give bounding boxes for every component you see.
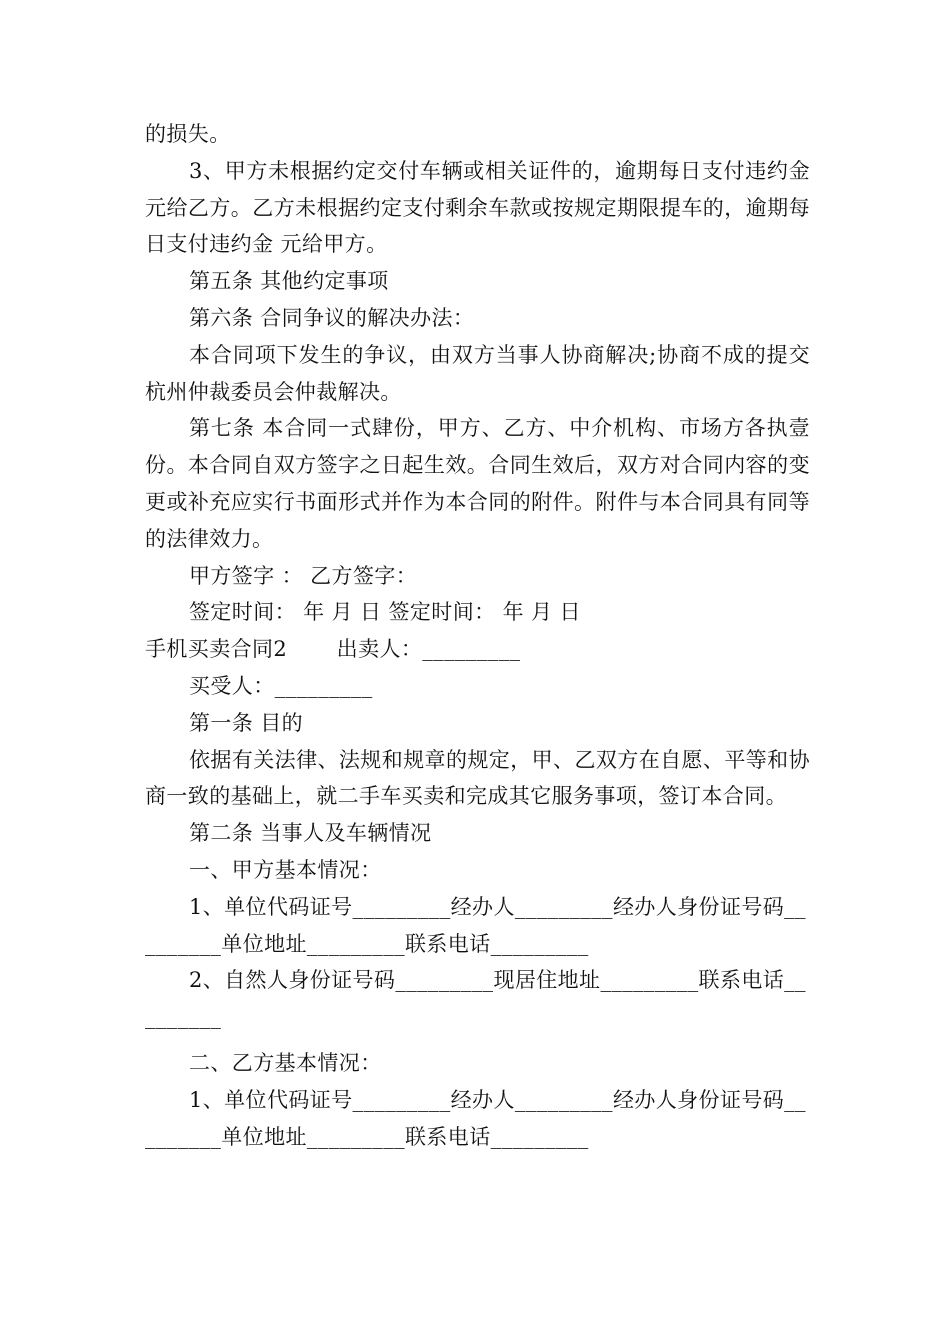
paragraph-article-7: 第七条 本合同一式肆份，甲方、乙方、中介机构、市场方各执壹份。本合同自双方签字之日起生效。合同生效后，双方对合同内容的变更或补充应实行书面形式并作为本合同的附件。附件与本合同具有同等的法律效力。 xyxy=(145,416,810,551)
party-a-heading: 一、甲方基本情况： xyxy=(189,857,382,882)
paragraph-purpose: 依据有关法律、法规和规章的规定，甲、乙双方在自愿、平等和协商一致的基础上，就二手车买卖和完成其它服务事项，签订本合同。 xyxy=(145,747,810,809)
heading-article-1: 第一条 目的 xyxy=(189,710,304,735)
contract-2-title-seller: 手机买卖合同2 出卖人：_________ xyxy=(145,637,521,662)
paragraph-dispute-resolution: 本合同项下发生的争议，由双方当事人协商解决;协商不成的提交杭州仲裁委员会仲裁解决。 xyxy=(145,342,810,404)
contract-body xyxy=(145,116,818,1155)
signature-line: 甲方签字 ： 乙方签字： xyxy=(189,563,418,588)
party-a-organization-fields: 1、单位代码证号_________经办人_________经办人身份证号码_________单位地址_________联系电话_________ xyxy=(145,894,806,956)
heading-article-2: 第二条 当事人及车辆情况 xyxy=(189,821,432,846)
paragraph-loss-ending: 的损失。 xyxy=(145,122,231,146)
paragraph-breach-penalty: 3、甲方未根据约定交付车辆或相关证件的，逾期每日支付违约金 元给乙方。乙方未根据约定支付剩余车款或按规定期限提车的，逾期每日支付违约金 元给甲方。 xyxy=(145,158,818,257)
buyer-line: 买受人：_________ xyxy=(189,673,373,698)
party-a-individual-fields: 2、自然人身份证号码_________现居住地址_________联系电话_________ xyxy=(145,968,806,1030)
party-b-organization-fields: 1、单位代码证号_________经办人_________经办人身份证号码_________单位地址_________联系电话_________ xyxy=(145,1087,806,1149)
signing-date-line: 签定时间： 年 月 日 签定时间： 年 月 日 xyxy=(189,600,581,625)
heading-article-6: 第六条 合同争议的解决办法： xyxy=(189,305,475,330)
heading-article-5: 第五条 其他约定事项 xyxy=(189,269,389,294)
party-b-heading: 二、乙方基本情况： xyxy=(189,1050,382,1075)
